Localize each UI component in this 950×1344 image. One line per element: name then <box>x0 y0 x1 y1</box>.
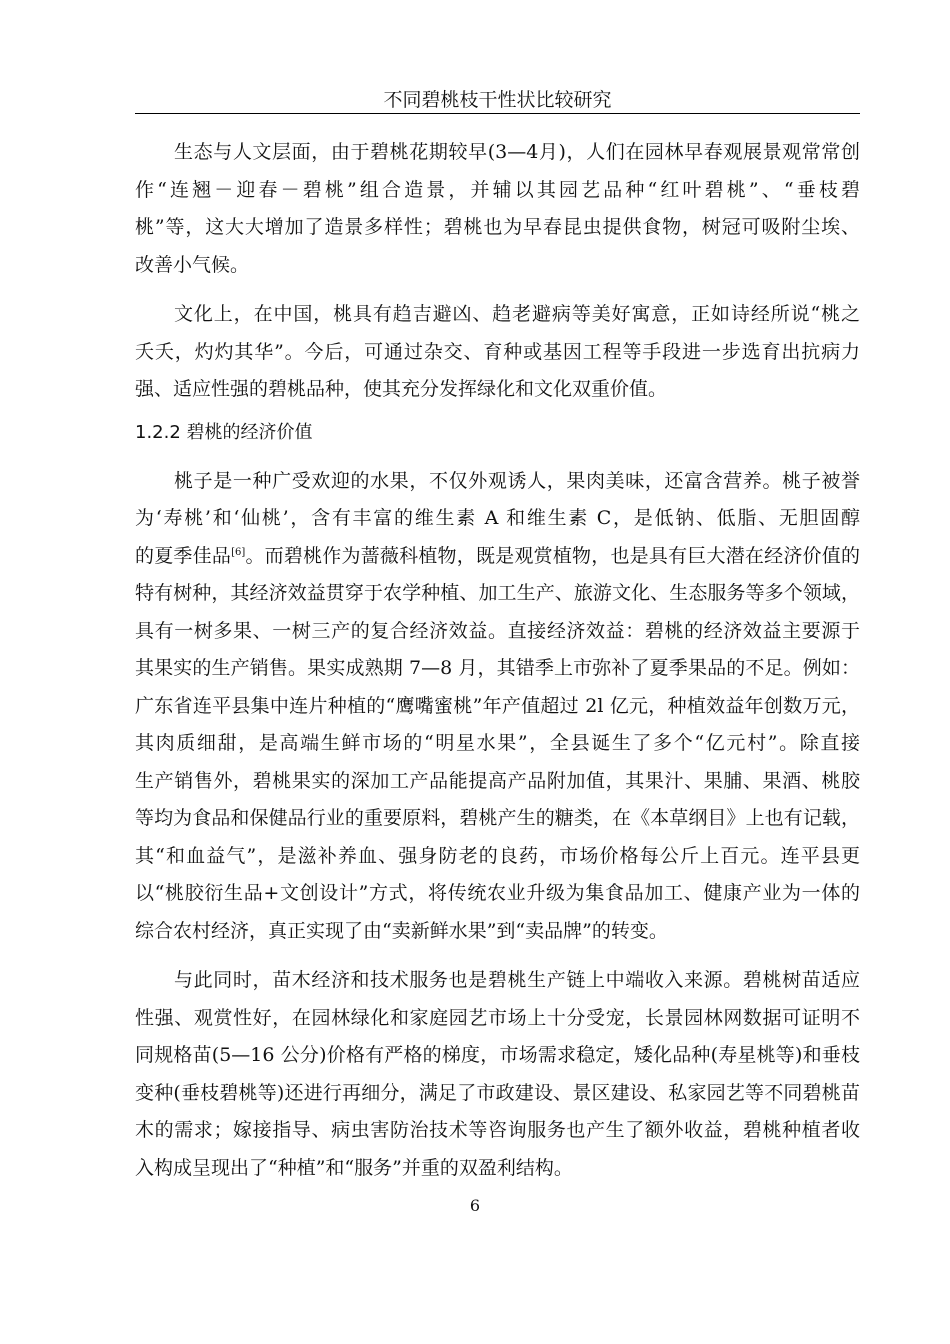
paragraph-economic-value <box>135 463 860 951</box>
text-line: 综合农村经济，真正实现了由“卖新鲜水果”到“卖品牌”的转变。 <box>135 919 668 942</box>
citation-ref: [6] <box>231 546 246 558</box>
text-fragment: 。而碧桃作为蔷薇科植物，既是观赏植物，也是具有巨大潜在经济价值的 <box>245 544 860 567</box>
text-line: 生产销售外，碧桃果实的深加工产品能提高产品附加值，其果汁、果脯、果酒、桃胶 <box>135 769 860 792</box>
paragraph-nursery-economy <box>135 962 860 1187</box>
text-line: 夭夭，灼灼其华”。今后，可通过杂交、育种或基因工程等手段进一步选育出抗病力 <box>135 340 860 363</box>
text-line: 入构成呈现出了“种植”和“服务”并重的双盈利结构。 <box>135 1156 573 1179</box>
running-header: 不同碧桃枝干性状比较研究 <box>383 89 612 111</box>
text-line: 特有树种，其经济效益贯穿于农学种植、加工生产、旅游文化、生态服务等多个领域， <box>135 582 860 604</box>
text-line: 为‘寿桃’和‘仙桃’，含有丰富的维生素 A 和维生素 C，是低钠、低脂、无胆固醇 <box>135 507 860 529</box>
section-heading: 1.2.2 碧桃的经济价值 <box>135 421 313 443</box>
text-line: 改善小气候。 <box>135 253 250 276</box>
text-line: 其肉质细甜，是高端生鲜市场的“明星水果”，全县诞生了多个“亿元村”。除直接 <box>135 732 860 754</box>
text-line: 其“和血益气”，是滋补养血、强身防老的良药，市场价格每公斤上百元。连平县更 <box>135 844 860 867</box>
text-line: 生态与人文层面，由于碧桃花期较早(3—4月)，人们在园林早春观展景观常常创 <box>174 141 860 163</box>
text-line: 具有一树多果、一树三产的复合经济效益。直接经济效益：碧桃的经济效益主要源于 <box>135 619 860 642</box>
text-line-with-citation <box>135 538 860 576</box>
text-line: 木的需求；嫁接指导、病虫害防治技术等咨询服务也产生了额外收益，碧桃种植者收 <box>135 1119 860 1141</box>
text-line: 作“连翘－迎春－碧桃”组合造景，并辅以其园艺品种“红叶碧桃”、“垂枝碧 <box>135 178 860 201</box>
text-line: 变种(垂枝碧桃等)还进行再细分，满足了市政建设、景区建设、私家园艺等不同碧桃苗 <box>135 1081 860 1104</box>
text-fragment: 的夏季佳品 <box>135 544 232 567</box>
header-rule <box>135 113 860 114</box>
paragraph-ecology <box>135 134 860 284</box>
text-line: 其果实的生产销售。果实成熟期 7—8 月，其错季上市弥补了夏季果品的不足。例如： <box>135 657 860 679</box>
document-body <box>135 134 860 1187</box>
text-line: 桃子是一种广受欢迎的水果，不仅外观诱人，果肉美味，还富含营养。桃子被誉 <box>174 469 860 492</box>
text-line: 以“桃胶衍生品+文创设计”方式，将传统农业升级为集食品加工、健康产业为一体的 <box>135 882 860 904</box>
text-line: 桃”等，这大大增加了造景多样性；碧桃也为早春昆虫提供食物，树冠可吸附尘埃、 <box>135 216 860 238</box>
text-line: 文化上，在中国，桃具有趋吉避凶、趋老避病等美好寓意，正如诗经所说“桃之 <box>174 303 860 325</box>
text-line: 等均为食品和保健品行业的重要原料，碧桃产生的糖类，在《本草纲目》上也有记载， <box>135 807 860 829</box>
text-line: 广东省连平县集中连片种植的“鹰嘴蜜桃”年产值超过 2l 亿元，种植效益年创数万元， <box>135 694 860 717</box>
paragraph-culture <box>135 296 860 409</box>
text-line: 强、适应性强的碧桃品种，使其充分发挥绿化和文化双重价值。 <box>135 378 668 400</box>
text-line: 同规格苗(5—16 公分)价格有严格的梯度，市场需求稳定，矮化品种(寿星桃等)和垂枝 <box>135 1044 860 1066</box>
text-line: 性强、观赏性好，在园林绿化和家庭园艺市场上十分受宠，长景园林网数据可证明不 <box>135 1006 860 1029</box>
page-number: 6 <box>469 1196 481 1215</box>
text-line: 与此同时，苗木经济和技术服务也是碧桃生产链上中端收入来源。碧桃树苗适应 <box>174 969 860 991</box>
